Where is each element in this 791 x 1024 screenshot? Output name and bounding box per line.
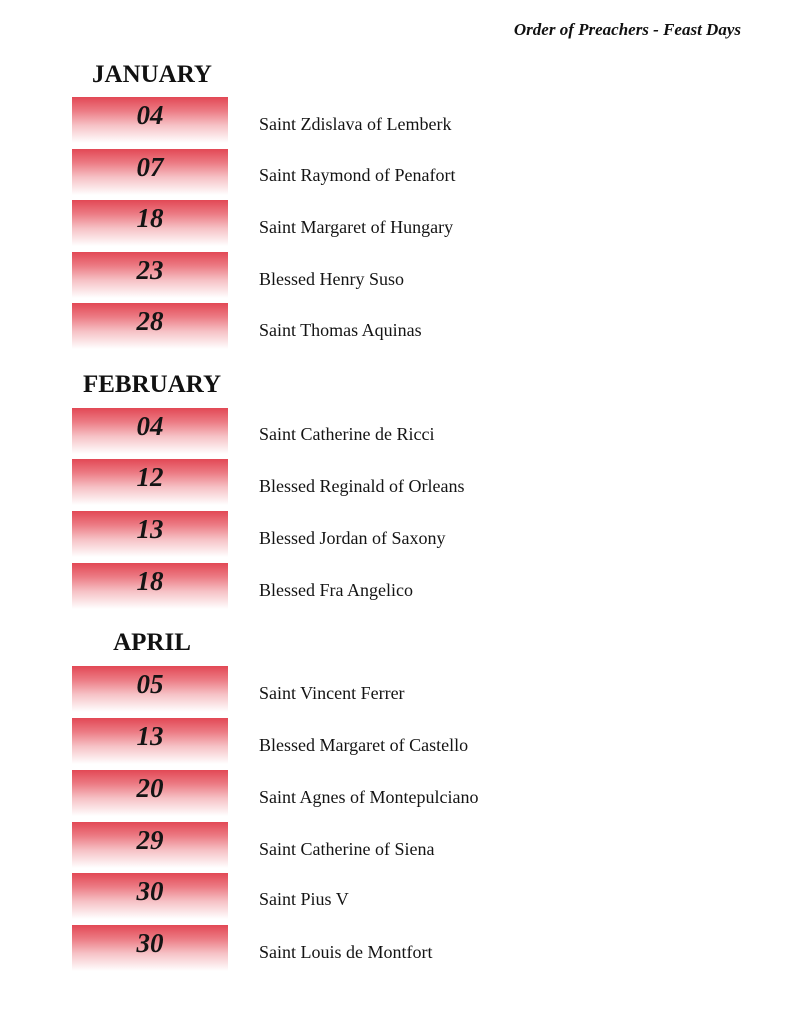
date-number: 29 bbox=[136, 825, 164, 855]
date-block bbox=[72, 408, 228, 454]
feast-name: Saint Catherine of Siena bbox=[259, 839, 435, 859]
feast-name: Saint Margaret of Hungary bbox=[259, 217, 454, 237]
date-number: 13 bbox=[136, 721, 164, 751]
date-block bbox=[72, 252, 228, 298]
feast-name: Saint Louis de Montfort bbox=[259, 942, 433, 962]
date-number: 07 bbox=[136, 152, 164, 182]
feast-name: Saint Agnes of Montepulciano bbox=[259, 787, 479, 807]
date-block bbox=[72, 303, 228, 349]
month-heading-january: JANUARY bbox=[92, 61, 212, 88]
date-number: 04 bbox=[136, 100, 164, 130]
date-number: 04 bbox=[136, 411, 164, 441]
date-number: 18 bbox=[136, 566, 164, 596]
page-title: Order of Preachers - Feast Days bbox=[513, 20, 741, 39]
date-number: 30 bbox=[136, 928, 164, 958]
feast-name: Blessed Jordan of Saxony bbox=[259, 528, 446, 548]
feast-name: Saint Thomas Aquinas bbox=[259, 320, 422, 340]
date-number: 05 bbox=[136, 669, 164, 699]
date-number: 30 bbox=[136, 876, 164, 906]
feast-name: Blessed Reginald of Orleans bbox=[259, 476, 465, 496]
date-block bbox=[72, 149, 228, 195]
date-block bbox=[72, 459, 228, 505]
date-number: 13 bbox=[136, 514, 164, 544]
date-block bbox=[72, 97, 228, 143]
date-block bbox=[72, 563, 228, 609]
date-number: 20 bbox=[136, 773, 164, 803]
date-block bbox=[72, 770, 228, 816]
date-block bbox=[72, 200, 228, 246]
feast-name: Blessed Henry Suso bbox=[259, 269, 404, 289]
date-block bbox=[72, 666, 228, 712]
date-block bbox=[72, 873, 228, 919]
feast-name: Saint Zdislava of Lemberk bbox=[259, 114, 452, 134]
month-heading-april: APRIL bbox=[113, 629, 191, 656]
date-number: 28 bbox=[136, 306, 164, 336]
date-block bbox=[72, 511, 228, 557]
date-number: 23 bbox=[136, 255, 164, 285]
feast-name: Blessed Fra Angelico bbox=[259, 580, 413, 600]
month-heading-february: FEBRUARY bbox=[82, 371, 221, 398]
feast-name: Saint Raymond of Penafort bbox=[259, 165, 456, 185]
date-block bbox=[72, 925, 228, 971]
date-block bbox=[72, 718, 228, 764]
feast-name: Saint Vincent Ferrer bbox=[259, 683, 405, 703]
date-number: 12 bbox=[136, 462, 164, 492]
feast-name: Blessed Margaret of Castello bbox=[259, 735, 469, 755]
date-number: 18 bbox=[136, 203, 164, 233]
feast-name: Saint Pius V bbox=[259, 889, 349, 909]
date-block bbox=[72, 822, 228, 868]
feast-name: Saint Catherine de Ricci bbox=[259, 424, 435, 444]
